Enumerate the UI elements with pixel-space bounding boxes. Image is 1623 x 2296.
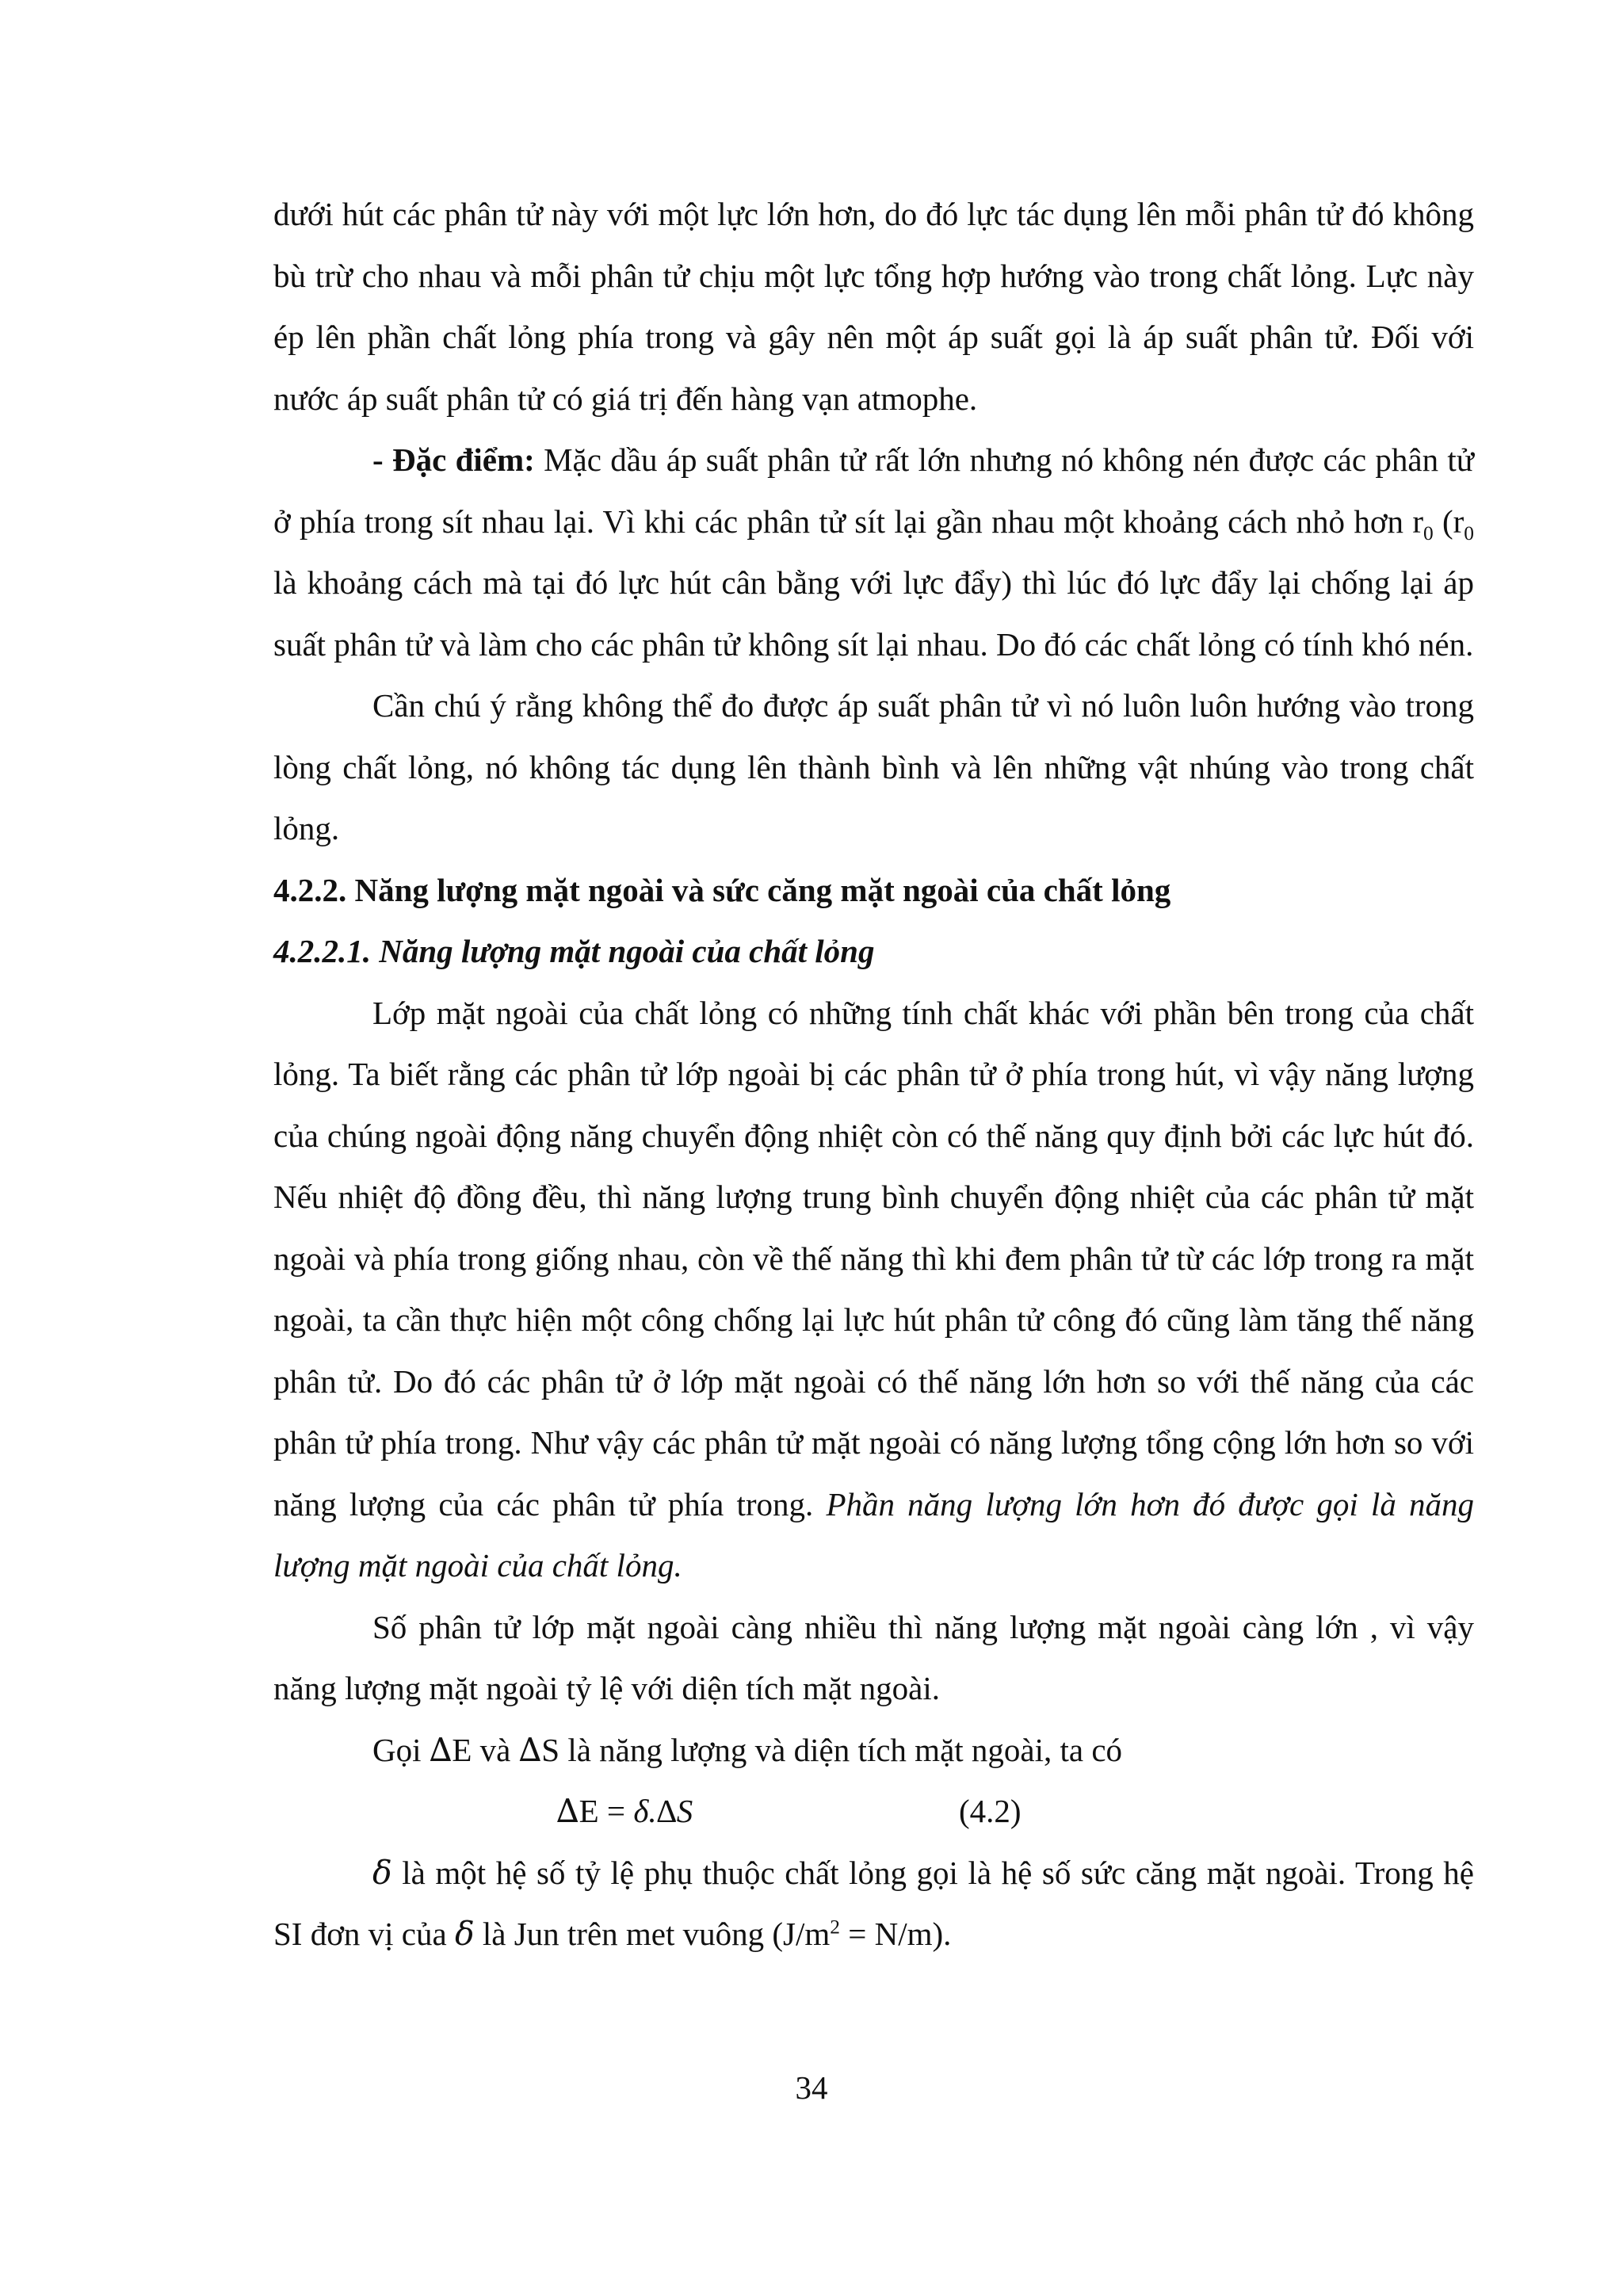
page-body [273,184,1474,1966]
subscript-r0-b: 0 [1464,521,1474,544]
delta-coefficient-symbol: δ [372,1853,392,1892]
subsection-heading: 4.2.2.1. Năng lượng mặt ngoài của chất lỏng [273,933,875,969]
characteristics-text-b: (r [1433,502,1465,540]
delta-coefficient-symbol: δ [454,1915,475,1953]
equation-4-2 [273,1781,1474,1843]
paragraph-molecular-pressure: dưới hút các phân tử này với một lực lớn hơn, do đó lực tác dụng lên mỗi phân tử đó không bù trừ cho nhau và mỗi phân tử chịu một lực tổng hợp hướng vào trong chất lỏng. Lực này ép lên phần chất lỏng phía trong và gây nên một áp suất gọi là áp suất phân tử. Đối với nước áp suất phân tử có giá trị đến hàng vạn atmophe. [273,196,1474,417]
characteristics-text-c: là khoảng cách mà tại đó lực hút cân bằng với lực đẩy) thì lúc đó lực đẩy lại chống lại áp suất phân tử và làm cho các phân tử không sít lại nhau. Do đó các chất lỏng có tính khó nén. [273,564,1474,663]
delta-symbol: ∆ [556,1792,579,1830]
section-heading: 4.2.2. Năng lượng mặt ngoài và sức căng mặt ngoài của chất lỏng [273,871,1171,908]
equation-lhs: E = [579,1793,634,1829]
paragraph-coefficient [273,1843,1474,1966]
subscript-r0-a: 0 [1423,521,1434,544]
paragraph-notation [273,1720,1474,1782]
paragraph-proportionality: Số phân tử lớp mặt ngoài càng nhiều thì năng lượng mặt ngoài càng lớn , vì vậy năng lượng mặt ngoài tỷ lệ với diện tích mặt ngoài. [273,1608,1474,1706]
characteristics-label: - Đặc điểm: [372,441,535,478]
delta-symbol: ∆ [518,1730,542,1769]
notation-text-a: Gọi [372,1731,430,1768]
page-number: 34 [795,2069,828,2106]
paragraph-surface-layer [273,983,1474,1597]
paragraph-note: Cần chú ý rằng không thể đo được áp suất phân tử vì nó luôn luôn hướng vào trong lòng chất lỏng, nó không tác dụng lên thành bình và lên những vật nhúng vào trong chất lỏng. [273,687,1474,846]
surface-energy-definition: Phần năng lượng lớn hơn đó được gọi là năng lượng mặt ngoài của chất lỏng. [273,1485,1474,1584]
notation-text-c: S là năng lượng và diện tích mặt ngoài, ta có [541,1731,1123,1768]
coefficient-text-a: là một hệ số tỷ lệ phụ thuộc chất lỏng gọi là hệ số sức căng mặt ngoài. Trong hệ SI đơn vị của [273,1854,1474,1952]
equation-body [556,1781,693,1843]
characteristics-text-a: Mặc dầu áp suất phân tử rất lớn nhưng nó không nén được các phân tử ở phía trong sít nhau lại. Vì khi các phân tử sít lại gần nhau một khoảng cách nhỏ hơn r [273,441,1474,540]
coefficient-text-b: là Jun trên met vuông (J/m [474,1916,831,1952]
coefficient-text-c: = N/m). [840,1916,952,1952]
delta-symbol: ∆ [429,1730,453,1769]
equation-number: (4.2) [959,1793,1022,1829]
surface-layer-text: Lớp mặt ngoài của chất lỏng có những tính chất khác với phần bên trong của chất lỏng. Ta biết rằng các phân tử lớp ngoài bị các phân tử ở phía trong hút, vì vậy năng lượng của chúng ngoài động năng chuyển động nhiệt còn có thế năng quy định bởi các lực hút đó. Nếu nhiệt độ đồng đều, thì năng lượng trung bình chuyển động nhiệt của các phân tử mặt ngoài và phía trong giống nhau, còn về thế năng thì khi đem phân tử từ các lớp trong ra mặt ngoài, ta cần thực hiện một công chống lại lực hút phân tử công đó cũng làm tăng thế năng phân tử. Do đó các phân tử ở lớp mặt ngoài có thế năng lớn hơn so với thế năng của các phân tử phía trong. Như vậy các phân tử mặt ngoài có năng lượng tổng cộng lớn hơn so với năng lượng của các phân tử phía trong. [273,994,1474,1522]
paragraph-characteristics [273,430,1474,675]
superscript-2: 2 [830,1916,840,1939]
notation-text-b: E và [452,1731,519,1768]
equation-rhs: δ.∆S [633,1793,693,1829]
